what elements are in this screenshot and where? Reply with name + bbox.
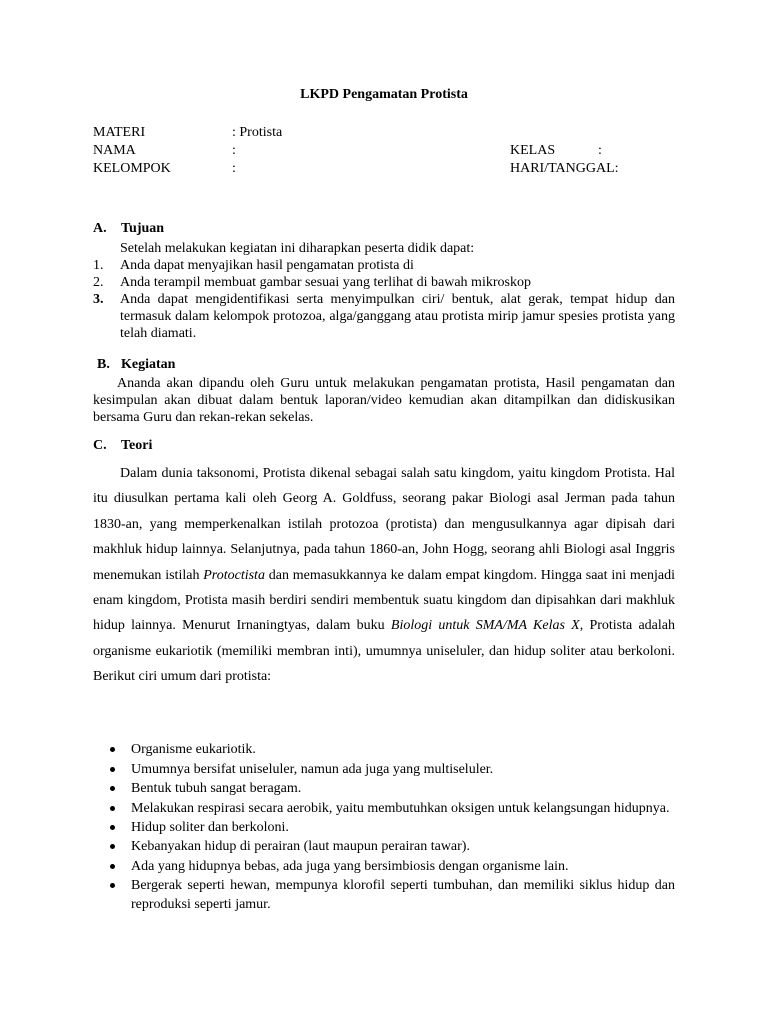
section-title: Tujuan [121,221,165,236]
bullet-icon [110,825,115,830]
section-number: B. [97,357,110,372]
section-number: A. [93,221,107,236]
section-number: C. [93,438,107,453]
list-item [108,779,675,799]
teori-paragraph [93,461,675,690]
materi-label: MATERI [93,125,146,140]
teori-book-title: Biologi untuk SMA/MA Kelas X [390,618,580,634]
list-text: Anda dapat mengidentifikasi serta menyimpulkan ciri/ bentuk, alat gerak, tempat hidup dan termasuk dalam kelompok protozoa, alga/ganggang atau protista mirip jamur spesies protista yang telah diamati. [120,292,675,341]
nama-row [93,142,693,160]
list-item [93,274,675,291]
tujuan-intro: Setelah melakukan kegiatan ini diharapkan peserta didik dapat: [120,241,475,256]
list-text: Anda terampil membuat gambar sesuai yang terlihat di bawah mikroskop [120,275,531,290]
list-text: Bentuk tubuh sangat beragam. [131,781,302,796]
tujuan-list [93,257,675,342]
section-title: Kegiatan [121,357,176,372]
section-heading-kegiatan [97,357,175,373]
list-item [108,818,675,838]
teori-text-2: dan memasukkannya ke dalam empat kingdom. Hingga saat ini menjadi enam kingdom, Protista masih berdiri sendiri membentuk suatu kingdom dan dipisahkan dari makhluk hidup lainnya. Menurut Irnaningtyas, dalam buku [93,567,675,634]
section-heading-tujuan [93,221,164,237]
list-item [108,837,675,857]
nama-value: : [232,143,236,158]
list-item [108,857,675,877]
section-heading-teori [93,438,152,454]
identity-block [93,124,693,178]
list-item [93,257,675,274]
bullet-icon [110,767,115,772]
list-text: Melakukan respirasi secara aerobik, yaitu membutuhkan oksigen untuk kelangsungan hidupnya. [131,800,670,816]
materi-value: : Protista [232,125,283,140]
hari-tanggal-label: HARI/TANGGAL: [510,161,619,176]
nama-label: NAMA [93,143,136,158]
document-title: LKPD Pengamatan Protista [300,87,468,102]
list-item [108,876,675,914]
teori-text-1: Dalam dunia taksonomi, Protista dikenal sebagai salah satu kingdom, yaitu kingdom Protista. Hal itu diusulkan pertama kali oleh Georg A. Goldfuss, seorang pakar Biologi asal Jerman pada tahun 1830-an, yang memperkenalkan istilah protozoa (protista) dan mengusulkannya agar dipisah dari makhluk hidup lainnya. Selanjutnya, pada tahun 1860-an, John Hogg, seorang ahli Biologi asal Inggris menemukan istilah [93,466,675,583]
list-text: Organisme eukariotik. [131,742,256,757]
teori-text-3: , Protista adalah organisme eukariotik (memiliki membran inti), umumnya uniseluler, dan hidup soliter atau berkoloni. Berikut ciri umum dari protista: [93,618,675,685]
bullet-icon [110,864,115,869]
list-item [93,291,675,342]
kelompok-label: KELOMPOK [93,161,171,176]
list-number: 1. [93,258,104,273]
list-text: Bergerak seperti hewan, mempunya klorofil seperti tumbuhan, dan memiliki siklus hidup dan reproduksi seperti jamur. [131,878,675,912]
bullet-icon [110,747,115,752]
bullet-icon [110,786,115,791]
list-text: Kebanyakan hidup di perairan (laut maupun perairan tawar). [131,839,470,854]
kelompok-row [93,160,693,178]
bullet-icon [110,844,115,849]
teori-term-protoctista: Protoctista [203,567,265,583]
list-text: Anda dapat menyajikan hasil pengamatan protista di [120,258,414,273]
kelompok-value: : [232,161,236,176]
bullet-icon [110,806,115,811]
materi-row [93,124,693,142]
list-number: 3. [93,292,104,307]
kelas-value: : [598,143,602,158]
bullet-icon [110,883,115,888]
list-item [108,740,675,760]
kelas-label: KELAS [510,143,556,158]
list-number: 2. [93,275,104,290]
list-item [108,799,675,818]
kegiatan-text: Ananda akan dipandu oleh Guru untuk melakukan pengamatan protista, Hasil pengamatan dan kesimpulan akan dibuat dalam bentuk laporan/video kemudian akan ditampilkan dan didiskusikan bersama Guru dan rekan-rekan sekelas. [93,376,675,425]
list-item [108,760,675,780]
section-title: Teori [121,438,153,453]
list-text: Hidup soliter dan berkoloni. [131,819,289,835]
list-text: Ada yang hidupnya bebas, ada juga yang bersimbiosis dengan organisme lain. [131,858,569,874]
list-text: Umumnya bersifat uniseluler, namun ada juga yang multiseluler. [131,761,494,777]
ciri-list [108,740,675,914]
